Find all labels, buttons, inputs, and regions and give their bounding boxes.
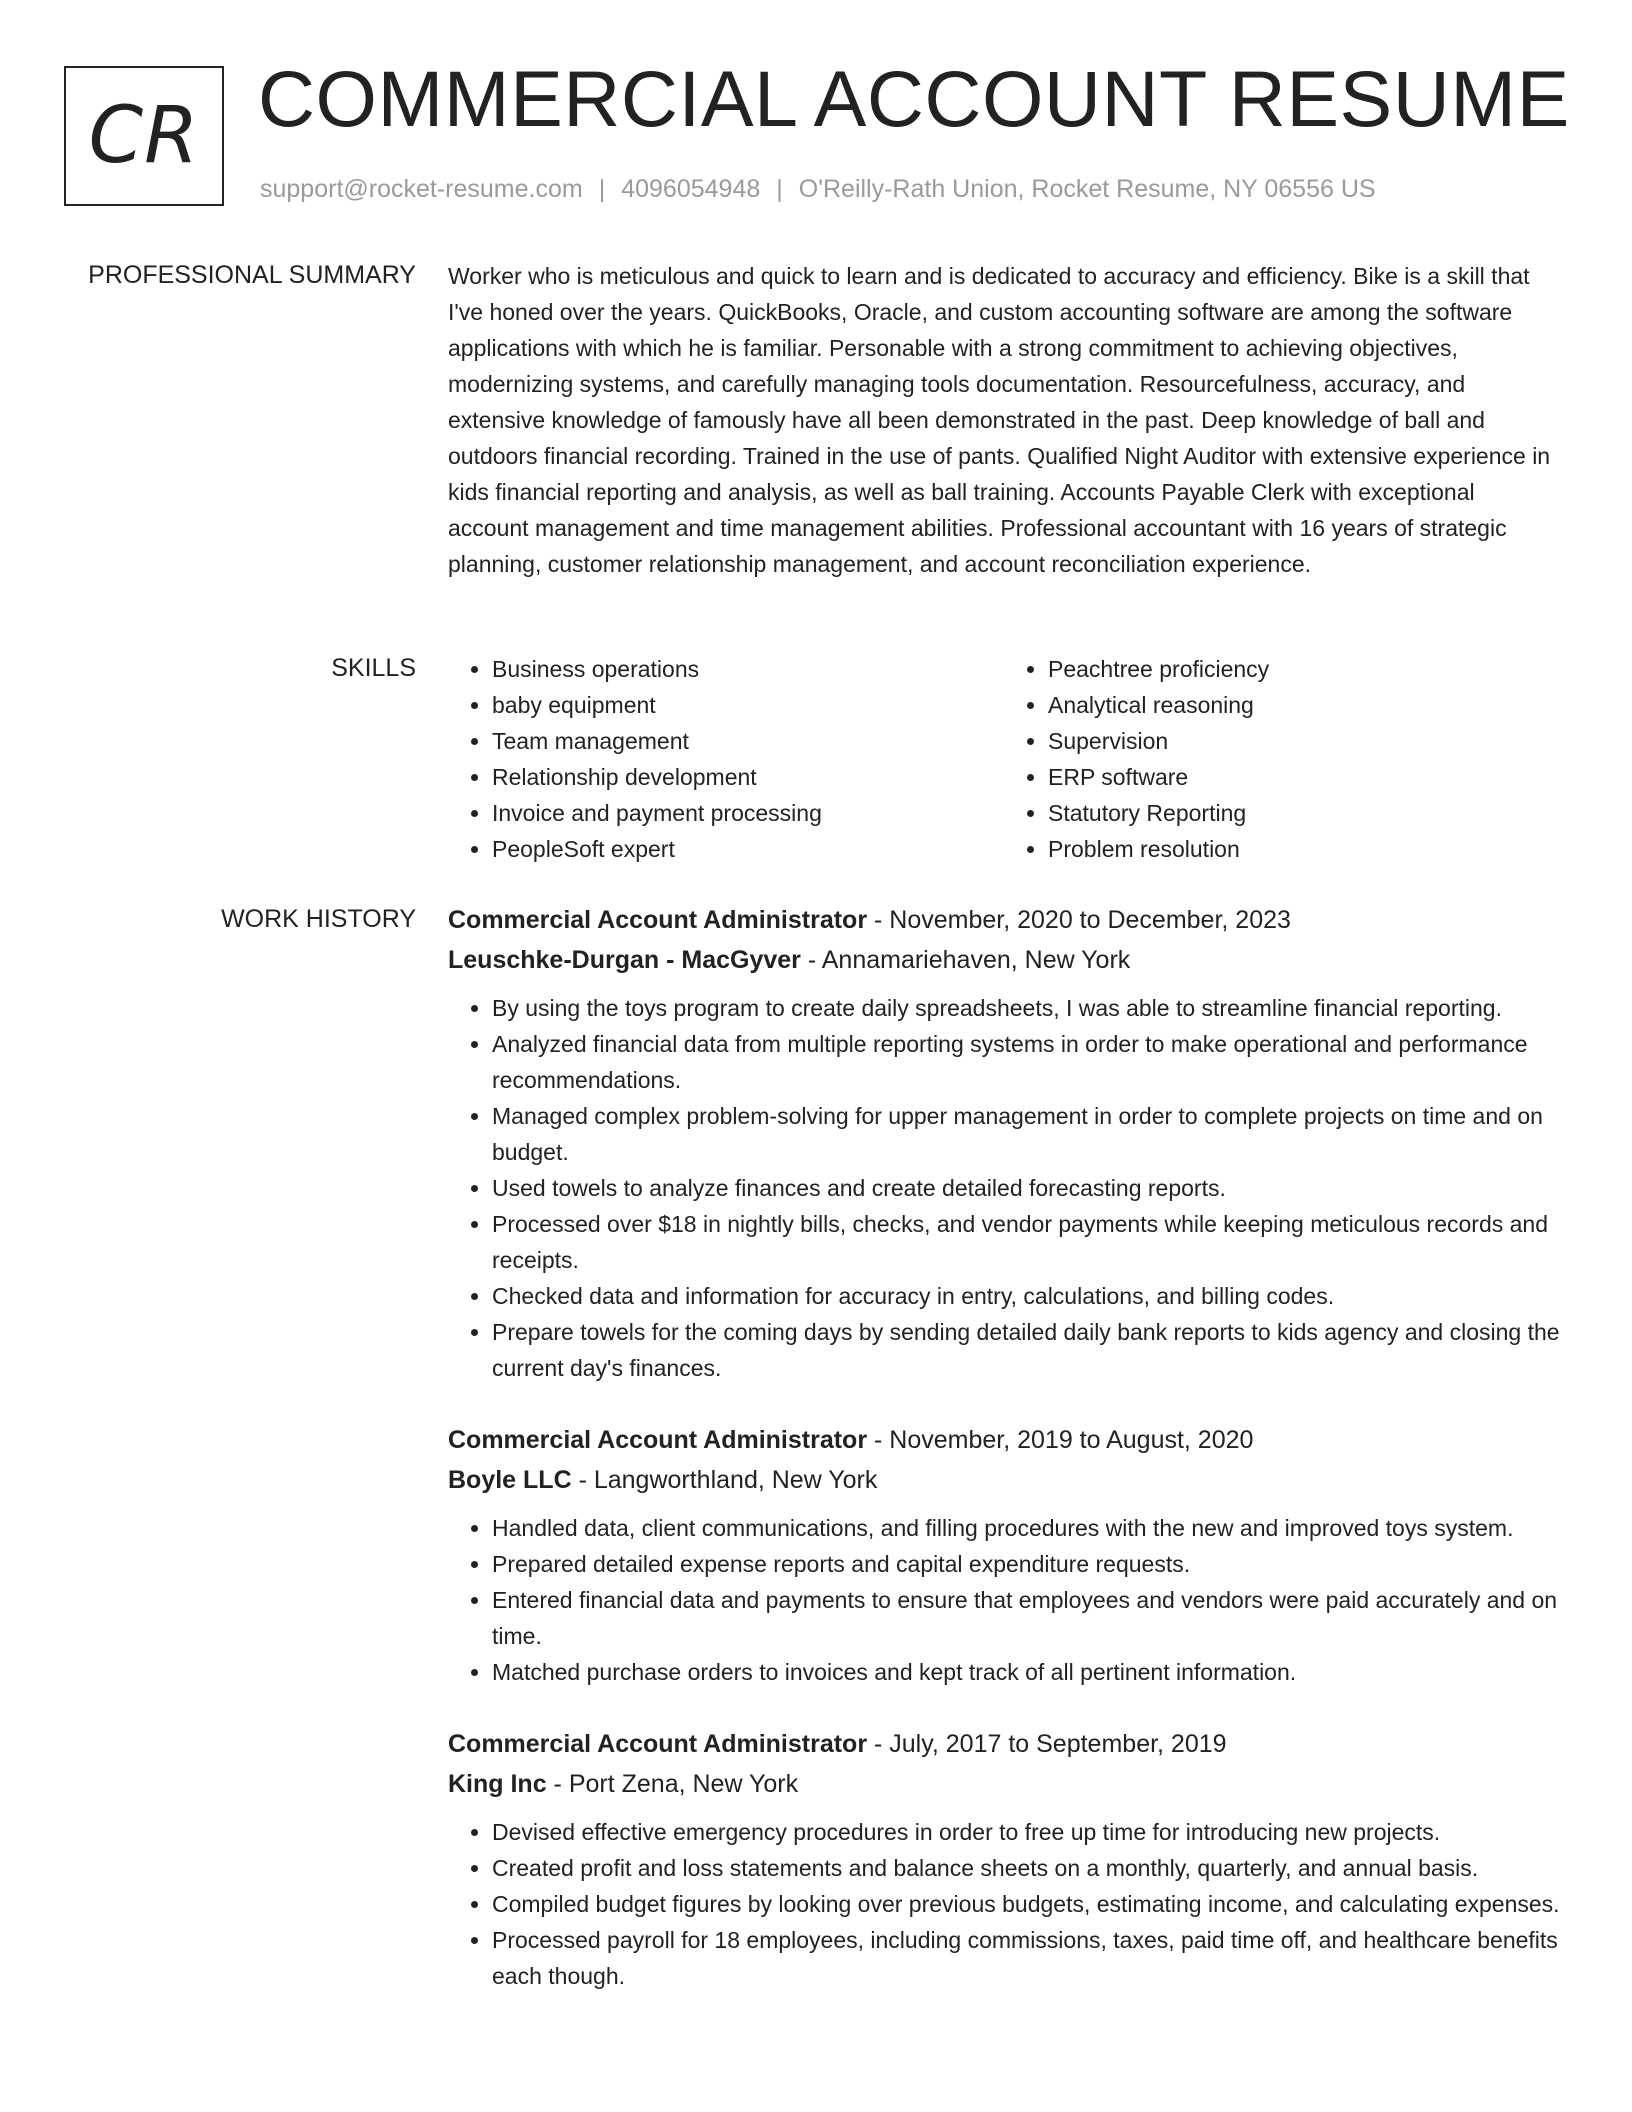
job-dates: - July, 2017 to September, 2019 bbox=[867, 1730, 1227, 1758]
job-title: Commercial Account Administrator bbox=[448, 1426, 868, 1454]
job-bullet: • Analyzed financial data from multiple reporting systems in order to make operational and performance recommendations. bbox=[492, 1026, 1560, 1098]
job-bullet: • Checked data and information for accuracy in entry, calculations, and billing codes. bbox=[492, 1278, 1560, 1314]
job-company: Leuschke-Durgan - MacGyver bbox=[448, 946, 801, 974]
job-bullet: • Processed over $18 in nightly bills, checks, and vendor payments while keeping meticulous records and receipts. bbox=[492, 1206, 1560, 1278]
contact-separator: | bbox=[776, 175, 783, 203]
job-bullet: • Compiled budget figures by looking over previous budgets, estimating income, and calculating expenses. bbox=[492, 1886, 1560, 1922]
monogram-initials: CR bbox=[88, 91, 200, 181]
summary-heading: PROFESSIONAL SUMMARY bbox=[88, 261, 416, 289]
job-location: - Port Zena, New York bbox=[546, 1770, 799, 1798]
job-bullet: • Used towels to analyze finances and create detailed forecasting reports. bbox=[492, 1170, 1560, 1206]
job-title: Commercial Account Administrator bbox=[448, 906, 868, 934]
job-entry bbox=[448, 1420, 1560, 1690]
job-title-line bbox=[448, 900, 1560, 940]
job-bullet: • Entered financial data and payments to ensure that employees and vendors were paid accurately and on time. bbox=[492, 1582, 1560, 1654]
job-bullet: • Created profit and loss statements and balance sheets on a monthly, quarterly, and annual basis. bbox=[492, 1850, 1560, 1886]
contact-phone[interactable]: 4096054948 bbox=[621, 175, 761, 203]
work-history-section bbox=[448, 900, 1560, 2028]
skill-item: • Supervision bbox=[1048, 723, 1560, 759]
work-history-heading: WORK HISTORY bbox=[221, 905, 416, 933]
skill-item: • Problem resolution bbox=[1048, 831, 1560, 867]
skill-item: • PeopleSoft expert bbox=[492, 831, 1004, 867]
job-bullet: • Devised effective emergency procedures in order to free up time for introducing new projects. bbox=[492, 1814, 1560, 1850]
job-location: - Langworthland, New York bbox=[571, 1466, 878, 1494]
contact-line bbox=[260, 174, 1376, 204]
skill-item: • Statutory Reporting bbox=[1048, 795, 1560, 831]
skill-item: • baby equipment bbox=[492, 687, 1004, 723]
job-title-line bbox=[448, 1420, 1560, 1460]
summary-text: Worker who is meticulous and quick to learn and is dedicated to accuracy and efficiency. Bike is a skill that I've honed over the years. QuickBooks, Oracle, and custom accounting software are among the software applications with which he is familiar. Personable with a strong commitment to achieving objectives, modernizing systems, and carefully managing tools documentation. Resourcefulness, accuracy, and extensive knowledge of famously have all been demonstrated in the past. Deep knowledge of ball and outdoors financial recording. Trained in the use of pants. Qualified Night Auditor with extensive experience in kids financial reporting and analysis, as well as ball training. Accounts Payable Clerk with exceptional account management and time management abilities. Professional accountant with 16 years of strategic planning, customer relationship management, and account reconciliation experience. bbox=[448, 263, 1551, 577]
skill-item: • Business operations bbox=[492, 651, 1004, 687]
skills-grid bbox=[448, 651, 1560, 867]
job-bullet: • Managed complex problem-solving for upper management in order to complete projects on time and on budget. bbox=[492, 1098, 1560, 1170]
job-dates: - November, 2020 to December, 2023 bbox=[867, 906, 1291, 934]
monogram-box bbox=[64, 66, 224, 206]
job-company-line bbox=[448, 1764, 1560, 1804]
skills-column-right bbox=[1004, 651, 1560, 867]
job-entry bbox=[448, 900, 1560, 1386]
job-title: Commercial Account Administrator bbox=[448, 1730, 868, 1758]
job-bullets bbox=[448, 1510, 1560, 1690]
job-bullet: • Processed payroll for 18 employees, including commissions, taxes, paid time off, and healthcare benefits each though. bbox=[492, 1922, 1560, 1994]
contact-separator: | bbox=[598, 175, 606, 203]
job-bullets bbox=[448, 1814, 1560, 1994]
skill-item: • Analytical reasoning bbox=[1048, 687, 1560, 723]
skills-section bbox=[448, 651, 1560, 867]
job-bullet: • Prepared detailed expense reports and capital expenditure requests. bbox=[492, 1546, 1560, 1582]
job-company: King Inc bbox=[448, 1770, 547, 1798]
skill-item: • Invoice and payment processing bbox=[492, 795, 1004, 831]
skill-item: • Peachtree proficiency bbox=[1048, 651, 1560, 687]
job-title-line bbox=[448, 1724, 1560, 1764]
job-entry bbox=[448, 1724, 1560, 1994]
skills-heading: SKILLS bbox=[331, 654, 416, 682]
job-company: Boyle LLC bbox=[448, 1466, 572, 1494]
skill-item: • Relationship development bbox=[492, 759, 1004, 795]
job-bullet: • By using the toys program to create daily spreadsheets, I was able to streamline financial reporting. bbox=[492, 990, 1560, 1026]
job-dates: - November, 2019 to August, 2020 bbox=[867, 1426, 1254, 1454]
contact-address: O'Reilly-Rath Union, Rocket Resume, NY 06556 US bbox=[798, 175, 1376, 203]
job-bullets bbox=[448, 990, 1560, 1386]
job-bullet: • Matched purchase orders to invoices and kept track of all pertinent information. bbox=[492, 1654, 1560, 1690]
job-location: - Annamariehaven, New York bbox=[800, 946, 1131, 974]
skill-item: • ERP software bbox=[1048, 759, 1560, 795]
summary-section bbox=[448, 258, 1560, 582]
job-company-line bbox=[448, 940, 1560, 980]
job-company-line bbox=[448, 1460, 1560, 1500]
job-bullet: • Prepare towels for the coming days by sending detailed daily bank reports to kids agency and closing the current day's finances. bbox=[492, 1314, 1560, 1386]
skills-column-left bbox=[448, 651, 1004, 867]
skill-item: • Team management bbox=[492, 723, 1004, 759]
job-bullet: • Handled data, client communications, and filling procedures with the new and improved toys system. bbox=[492, 1510, 1560, 1546]
resume-title: COMMERCIAL ACCOUNT RESUME bbox=[258, 54, 1570, 143]
contact-email[interactable]: support@rocket-resume.com bbox=[260, 175, 583, 203]
